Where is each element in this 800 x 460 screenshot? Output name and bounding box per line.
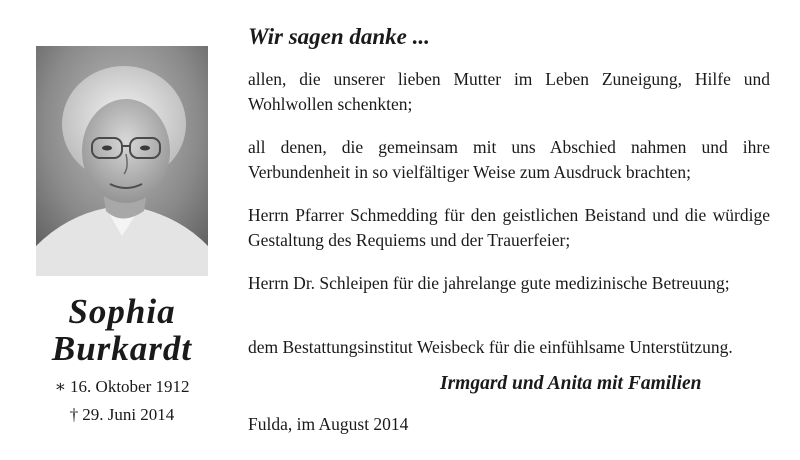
thanks-paragraph: allen, die unserer lieben Mutter im Leben Zuneigung, Hilfe und Wohlwollen schenkten; [248, 69, 770, 114]
thanks-paragraph: dem Bestattungsinstitut Weisbeck für die einfühlsame Unterstützung. [248, 337, 733, 357]
death-cross-symbol: † [69, 405, 79, 424]
family-signature: Irmgard und Anita mit Familien [440, 373, 702, 394]
thanks-paragraph: Herrn Dr. Schleipen für die jahrelange gute medizinische Betreuung; [248, 273, 730, 293]
birth-date: 16. Oktober 1912 [70, 377, 190, 396]
thanks-paragraph: all denen, die gemeinsam mit uns Abschied nahmen und ihre Verbundenheit in so vielfältiger Weise zum Ausdruck brachten; [248, 137, 770, 182]
deceased-last-name: Burkardt [51, 329, 193, 368]
death-date: 29. Juni 2014 [82, 405, 175, 424]
deceased-first-name: Sophia [68, 292, 176, 331]
birth-symbol: ∗ [54, 377, 67, 396]
death-date-line [36, 405, 208, 425]
thanks-paragraph: Herrn Pfarrer Schmedding für den geistlichen Beistand und die würdige Gestaltung des Requiems und der Trauerfeier; [248, 205, 770, 250]
place-and-date: Fulda, im August 2014 [248, 414, 409, 434]
portrait-photo [36, 46, 208, 276]
birth-date-line [36, 377, 208, 397]
thanks-heading: Wir sagen danke ... [248, 24, 430, 49]
